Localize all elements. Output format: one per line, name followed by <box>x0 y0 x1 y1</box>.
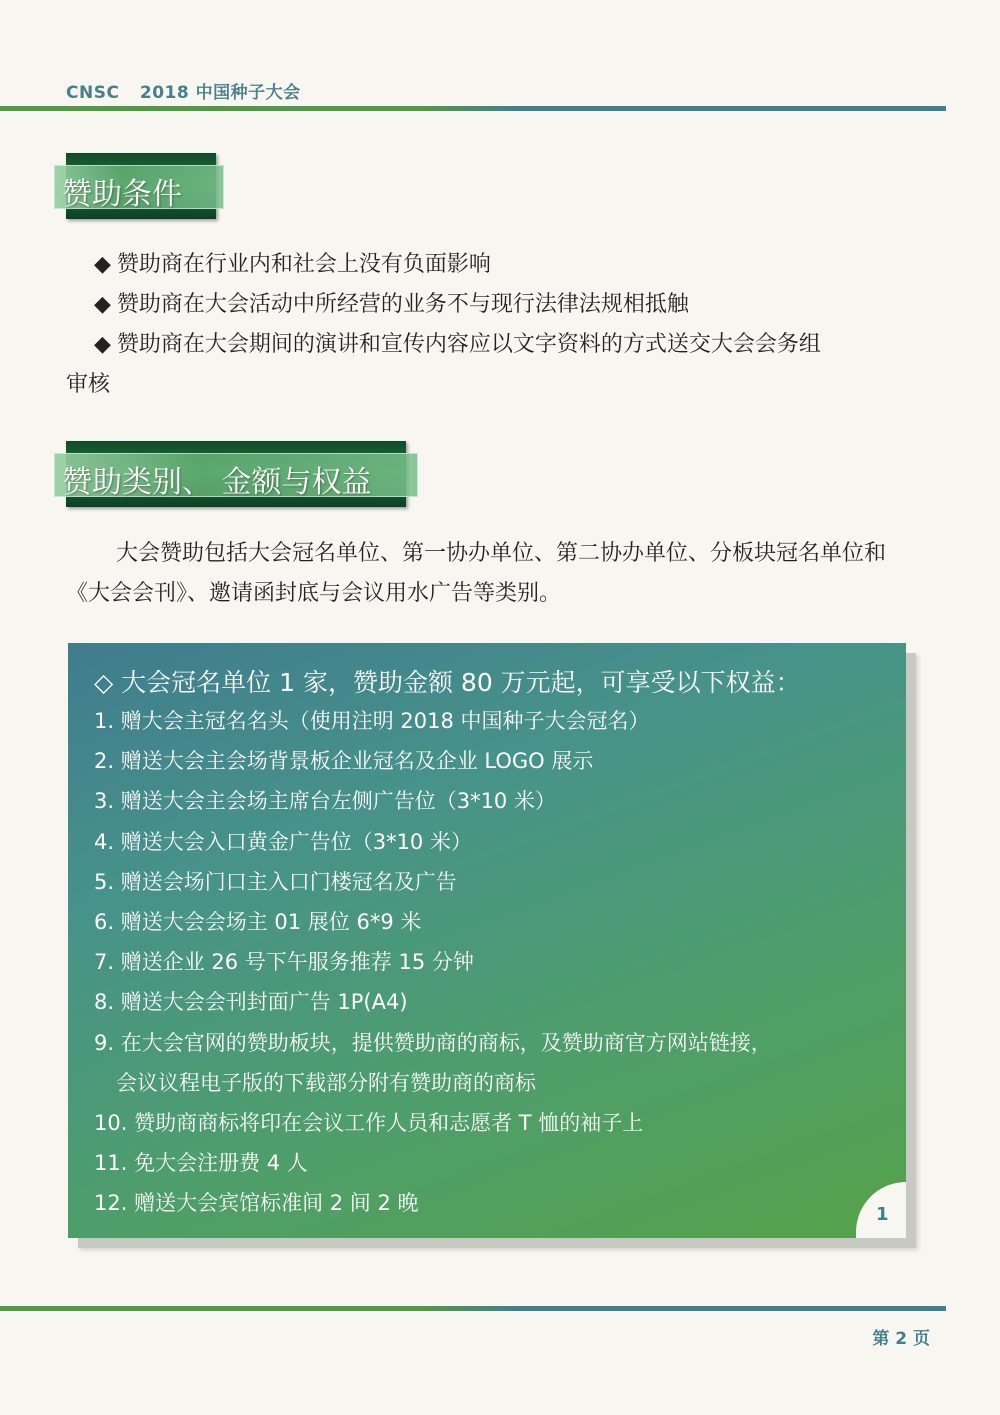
diamond-bullet-icon: ◆ <box>94 292 111 317</box>
header-rule <box>0 106 946 111</box>
bullet-text: 赞助商在大会活动中所经营的业务不与现行法律法规相抵触 <box>116 292 689 317</box>
list-item: 11. 免大会注册费 4 人 <box>94 1151 308 1176</box>
list-item-continuation: 会议议程电子版的下载部分附有赞助商的商标 <box>116 1070 536 1095</box>
bullet-text: 赞助商在大会期间的演讲和宣传内容应以文字资料的方式送交大会会务组 <box>116 332 821 357</box>
header-org: CNSC <box>66 83 120 103</box>
list-item: 12. 赠送大会宾馆标准间 2 间 2 晚 <box>94 1191 419 1216</box>
section-title-label: 赞助类别、 金额与权益 <box>62 465 372 500</box>
header <box>66 78 315 103</box>
section-title-label: 赞助条件 <box>62 177 182 212</box>
list-item: 2. 赠送大会主会场背景板企业冠名及企业 LOGO 展示 <box>94 749 594 774</box>
list-item: 6. 赠送大会会场主 01 展位 6*9 米 <box>94 910 422 935</box>
list-item: 3. 赠送大会主会场主席台左侧广告位（3*10 米） <box>94 789 556 814</box>
benefits-heading: ◇ 大会冠名单位 1 家，赞助金额 80 万元起，可享受以下权益： <box>94 668 801 697</box>
footer-rule <box>0 1306 946 1311</box>
list-item <box>66 285 906 325</box>
list-item: 5. 赠送会场门口主入口门楼冠名及广告 <box>94 869 457 894</box>
list-item: 8. 赠送大会会刊封面广告 1P(A4) <box>94 990 408 1015</box>
section-title-sponsor-conditions <box>54 153 224 219</box>
bullet-text: 赞助商在行业内和社会上没有负面影响 <box>116 252 491 277</box>
list-item: 10. 赞助商商标将印在会议工作人员和志愿者 T 恤的袖子上 <box>94 1111 644 1136</box>
list-item <box>66 325 906 365</box>
page-number: 第 2 页 <box>872 1329 930 1349</box>
list-item: 7. 赠送企业 26 号下午服务推荐 15 分钟 <box>94 950 474 975</box>
intro-paragraph: 大会赞助包括大会冠名单位、第一协办单位、第二协办单位、分板块冠名单位和 《大会会刊》、邀请函封底与会议用水广告等类别。 <box>66 541 887 606</box>
section-title-sponsor-categories <box>54 441 419 507</box>
page-tab-number: 1 <box>876 1204 889 1225</box>
header-event: 2018 中国种子大会 <box>139 83 301 103</box>
diamond-bullet-icon: ◆ <box>94 332 111 357</box>
benefits-list <box>94 701 884 1224</box>
list-item: 4. 赠送大会入口黄金广告位（3*10 米） <box>94 829 472 854</box>
conditions-list <box>66 245 906 405</box>
list-item: 1. 赠大会主冠名名头（使用注明 2018 中国种子大会冠名） <box>94 709 650 733</box>
list-item: 9. 在大会官网的赞助板块，提供赞助商的商标，及赞助商官方网站链接， <box>94 1030 772 1055</box>
diamond-bullet-icon: ◆ <box>94 252 111 277</box>
bullet-continuation: 审核 <box>66 372 111 397</box>
benefits-box <box>68 643 906 1238</box>
list-item <box>66 245 906 285</box>
